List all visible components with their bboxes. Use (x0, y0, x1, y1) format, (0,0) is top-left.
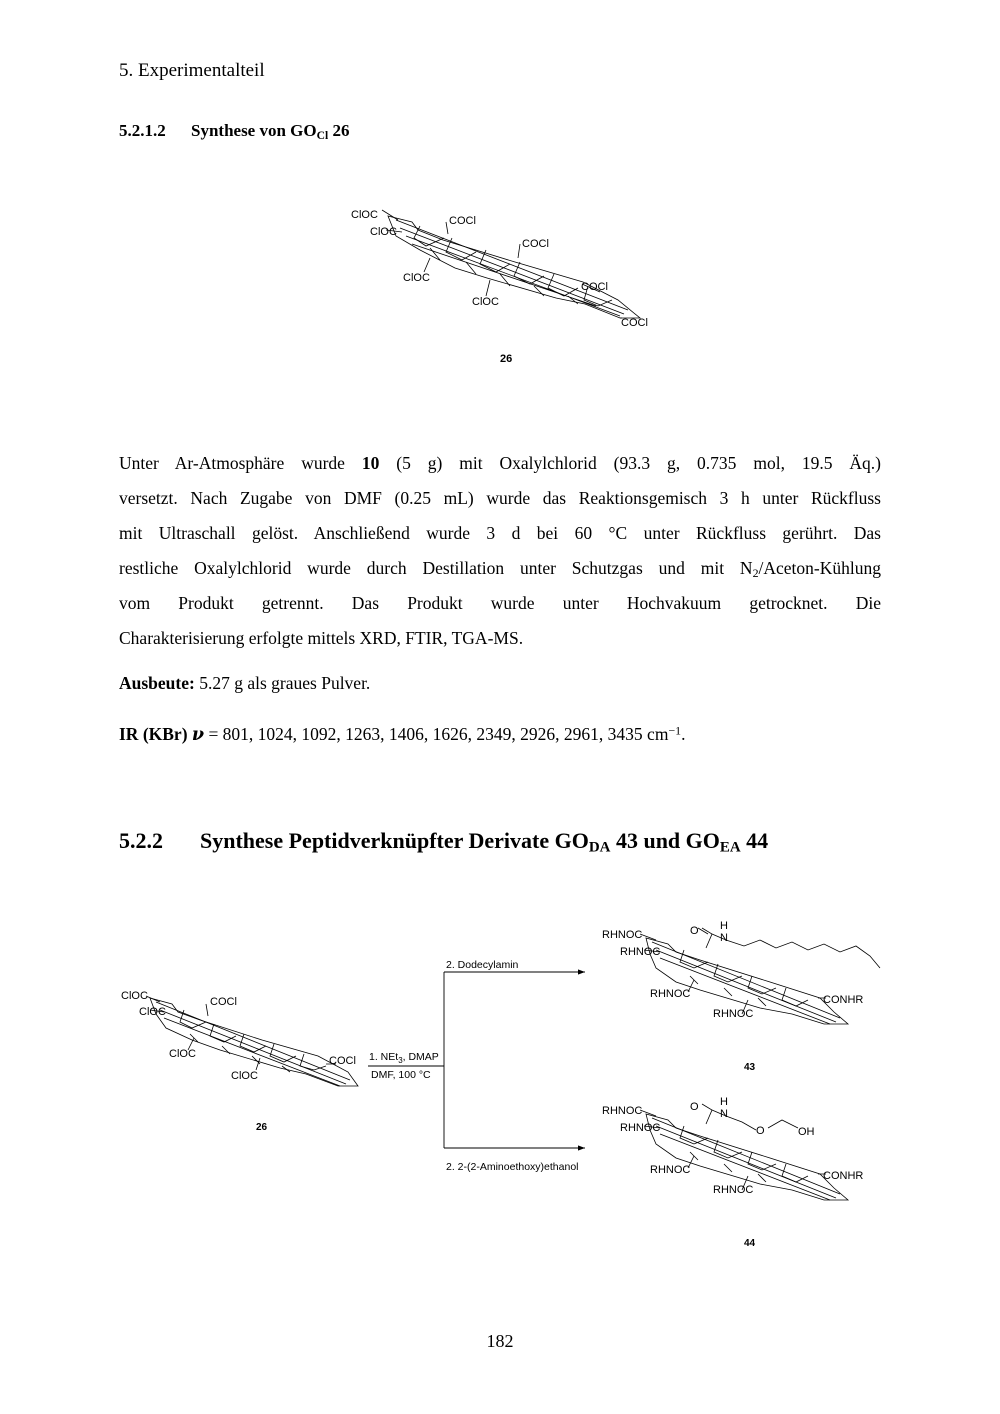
compound-label-26: 26 (256, 1122, 268, 1133)
substituent-label: COCl (581, 281, 608, 293)
substituent-label: ClOC (139, 1006, 166, 1018)
section-title: Synthese Peptidverknüpfter Derivate $GO_{DA}$ 43 und $GO_{EA}$ 44 (200, 828, 769, 856)
substituent-label: COCl (621, 317, 648, 329)
compound-label-26: 26 (500, 353, 513, 365)
graphene-sheet-product-43 (640, 928, 880, 1024)
reaction-scheme (0, 900, 1000, 1260)
graphene-sheet-26 (382, 210, 640, 318)
upper-reagent: 2. Dodecylamin (446, 959, 519, 971)
yield-line: Ausbeute: 5.27 g als graues Pulver. (119, 673, 371, 693)
substituent-label: RHNOC (713, 1184, 754, 1196)
running-header: 5. Experimentalteil (119, 60, 265, 81)
substituent-label: ClOC (169, 1048, 196, 1060)
paragraph-line: mit Ultraschall gelöst. Anschließend wurde 3 d bei 60 °C unter Rückfluss gerührt. Das (119, 523, 881, 543)
substituent-label: COCl (210, 996, 237, 1008)
substituent-label: ClOC (231, 1070, 258, 1082)
paragraph-line: vom Produkt getrennt. Das Produkt wurde unter Hochvakuum getrocknet. Die (119, 593, 881, 613)
amide-nitrogen-label: N (720, 932, 728, 944)
substituent-label: RHNOC (650, 988, 691, 1000)
page-number: 182 (486, 1331, 514, 1351)
substituent-label: RHNOC (620, 946, 661, 958)
section-heading-5-2-2 (119, 828, 768, 854)
amide-oxygen-label: O (690, 1101, 699, 1113)
lower-reagent: 2. 2-(2-Aminoethoxy)ethanol (446, 1161, 579, 1173)
amide-oxygen-label: O (690, 925, 699, 937)
section-number: 5.2.2 (119, 828, 163, 853)
reaction-condition-1: 1. NEt$_3$, DMAP (369, 1051, 439, 1065)
procedure-paragraph (119, 446, 881, 656)
paragraph-line: versetzt. Nach Zugabe von DMF (0.25 mL) wurde das Reaktionsgemisch 3 h unter Rückfluss (119, 488, 881, 508)
hydroxyl-label: OH (798, 1126, 815, 1138)
amide-nitrogen-label: N (720, 1108, 728, 1120)
amide-hydrogen-label: H (720, 1096, 728, 1108)
substituent-label: RHNOC (713, 1008, 754, 1020)
paragraph-line: restliche Oxalylchlorid wurde durch Destillation unter Schutzgas und mit $N_2/Aceton$-Kühlung (119, 558, 881, 580)
substituent-label: COCl (449, 215, 476, 227)
substituent-label: RHNOC (620, 1122, 661, 1134)
substituent-label: COCl (329, 1055, 356, 1067)
section-number: 5.2.1.2 (119, 121, 166, 140)
paragraph-line: Charakterisierung erfolgte mittels XRD, FTIR, TGA-MS. (119, 628, 524, 648)
substituent-label: ClOC (403, 272, 430, 284)
compound-label-43: 43 (744, 1062, 756, 1073)
substituent-label: RHNOC (602, 1105, 643, 1117)
substituent-label: COCl (522, 238, 549, 250)
structure-figure-26 (0, 0, 1000, 400)
substituent-label: RHNOC (602, 929, 643, 941)
substituent-label: ClOC (472, 296, 499, 308)
paragraph-line: Unter Ar-Atmosphäre wurde 10 (5 g) mit Oxalylchlorid (93.3 g, 0.735 mol, 19.5 Äq.) (119, 453, 881, 473)
substituent-label: RHNOC (650, 1164, 691, 1176)
section-title: Synthese von $GO_{Cl}$ 26 (191, 121, 350, 142)
ether-oxygen-label: O (756, 1125, 765, 1137)
amide-hydrogen-label: H (720, 920, 728, 932)
substituent-label: ClOC (121, 990, 148, 1002)
substituent-label: ClOC (370, 226, 397, 238)
reaction-condition-2: DMF, 100 °C (371, 1069, 431, 1081)
substituent-label: ClOC (351, 209, 378, 221)
substituent-label: CONHR (823, 1170, 864, 1182)
compound-label-44: 44 (744, 1238, 756, 1249)
substituent-label: CONHR (823, 994, 864, 1006)
ir-data-line: IR (KBr) ν = 801, 1024, 1092, 1263, 1406, 1626, 2349, 2926, 2961, 3435 $cm^{-1}$. (119, 723, 686, 745)
